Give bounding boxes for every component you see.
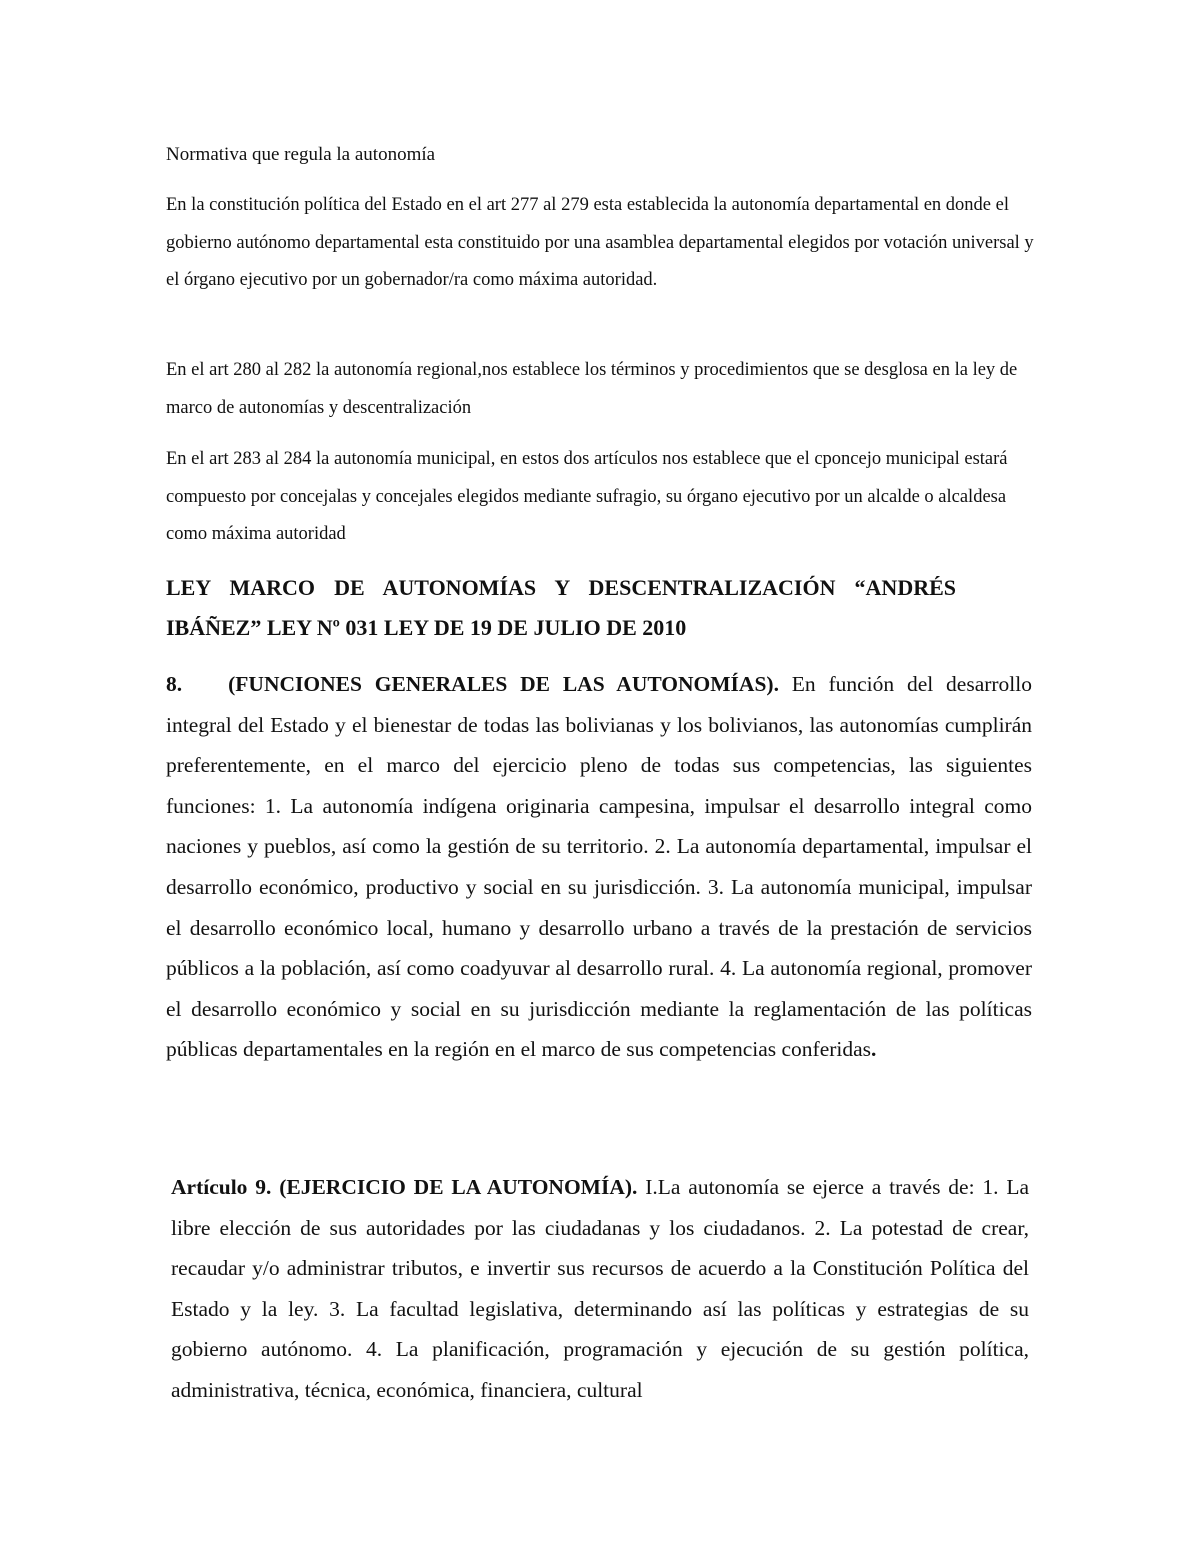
article-8 <box>166 664 1032 1070</box>
paragraph-municipal: En el art 283 al 284 la autonomía municipal, en estos dos artículos nos establece que el cponcejo municipal estará compuesto por concejalas y concejales elegidos mediante sufragio, su órgano ejecutivo por un alcalde o alcaldesa como máxima autoridad <box>166 449 1008 544</box>
article-8-number: 8. <box>166 672 183 696</box>
article-8-end: . <box>871 1037 877 1062</box>
law-title-line-1: LEY MARCO DE AUTONOMÍAS Y DESCENTRALIZACIÓN “ANDRÉS <box>166 575 956 600</box>
article-8-title: (FUNCIONES GENERALES DE LAS AUTONOMÍAS). <box>228 672 779 696</box>
law-title-line-2: IBÁÑEZ” LEY Nº 031 LEY DE 19 DE JULIO DE 2010 <box>166 615 687 640</box>
article-9 <box>171 1167 1029 1411</box>
article-9-title: Artículo 9. (EJERCICIO DE LA AUTONOMÍA). <box>171 1175 638 1199</box>
paragraph-departmental: En la constitución política del Estado en el art 277 al 279 esta establecida la autonomía departamental en donde el gobierno autónomo departamental esta constituido por una asamblea departamental elegidos por votación universal y el órgano ejecutivo por un gobernador/ra como máxima autoridad. <box>166 195 1034 290</box>
article-8-body: En función del desarrollo integral del Estado y el bienestar de todas las bolivianas y los bolivianos, las autonomías cumplirán preferentemente, en el marco del ejercicio pleno de todas sus competencias, las siguientes funciones: 1. La autonomía indígena originaria campesina, impulsar el desarrollo integral como naciones y pueblos, así como la gestión de su territorio. 2. La autonomía departamental, impulsar el desarrollo económico, productivo y social en su jurisdicción. 3. La autonomía municipal, impulsar el desarrollo económico local, humano y desarrollo urbano a través de la prestación de servicios públicos a la población, así como coadyuvar al desarrollo rural. 4. La autonomía regional, promover el desarrollo económico y social en su jurisdicción mediante la reglamentación de las políticas públicas departamentales en la región en el marco de sus competencias conferidas <box>166 672 1032 1062</box>
paragraph-regional: En el art 280 al 282 la autonomía regional,nos establece los términos y procedimientos que se desglosa en la ley de marco de autonomías y descentralización <box>166 360 1018 418</box>
section-heading: Normativa que regula la autonomía <box>166 144 436 165</box>
article-9-body: I.La autonomía se ejerce a través de: 1. La libre elección de sus autoridades por las ciudadanas y los ciudadanos. 2. La potestad de crear, recaudar y/o administrar tributos, e invertir sus recursos de acuerdo a la Constitución Política del Estado y la ley. 3. La facultad legislativa, determinando así las políticas y estrategias de su gobierno autónomo. 4. La planificación, programación y ejecución de su gestión política, administrativa, técnica, económica, financiera, cultural <box>171 1175 1030 1402</box>
law-title <box>166 568 956 648</box>
